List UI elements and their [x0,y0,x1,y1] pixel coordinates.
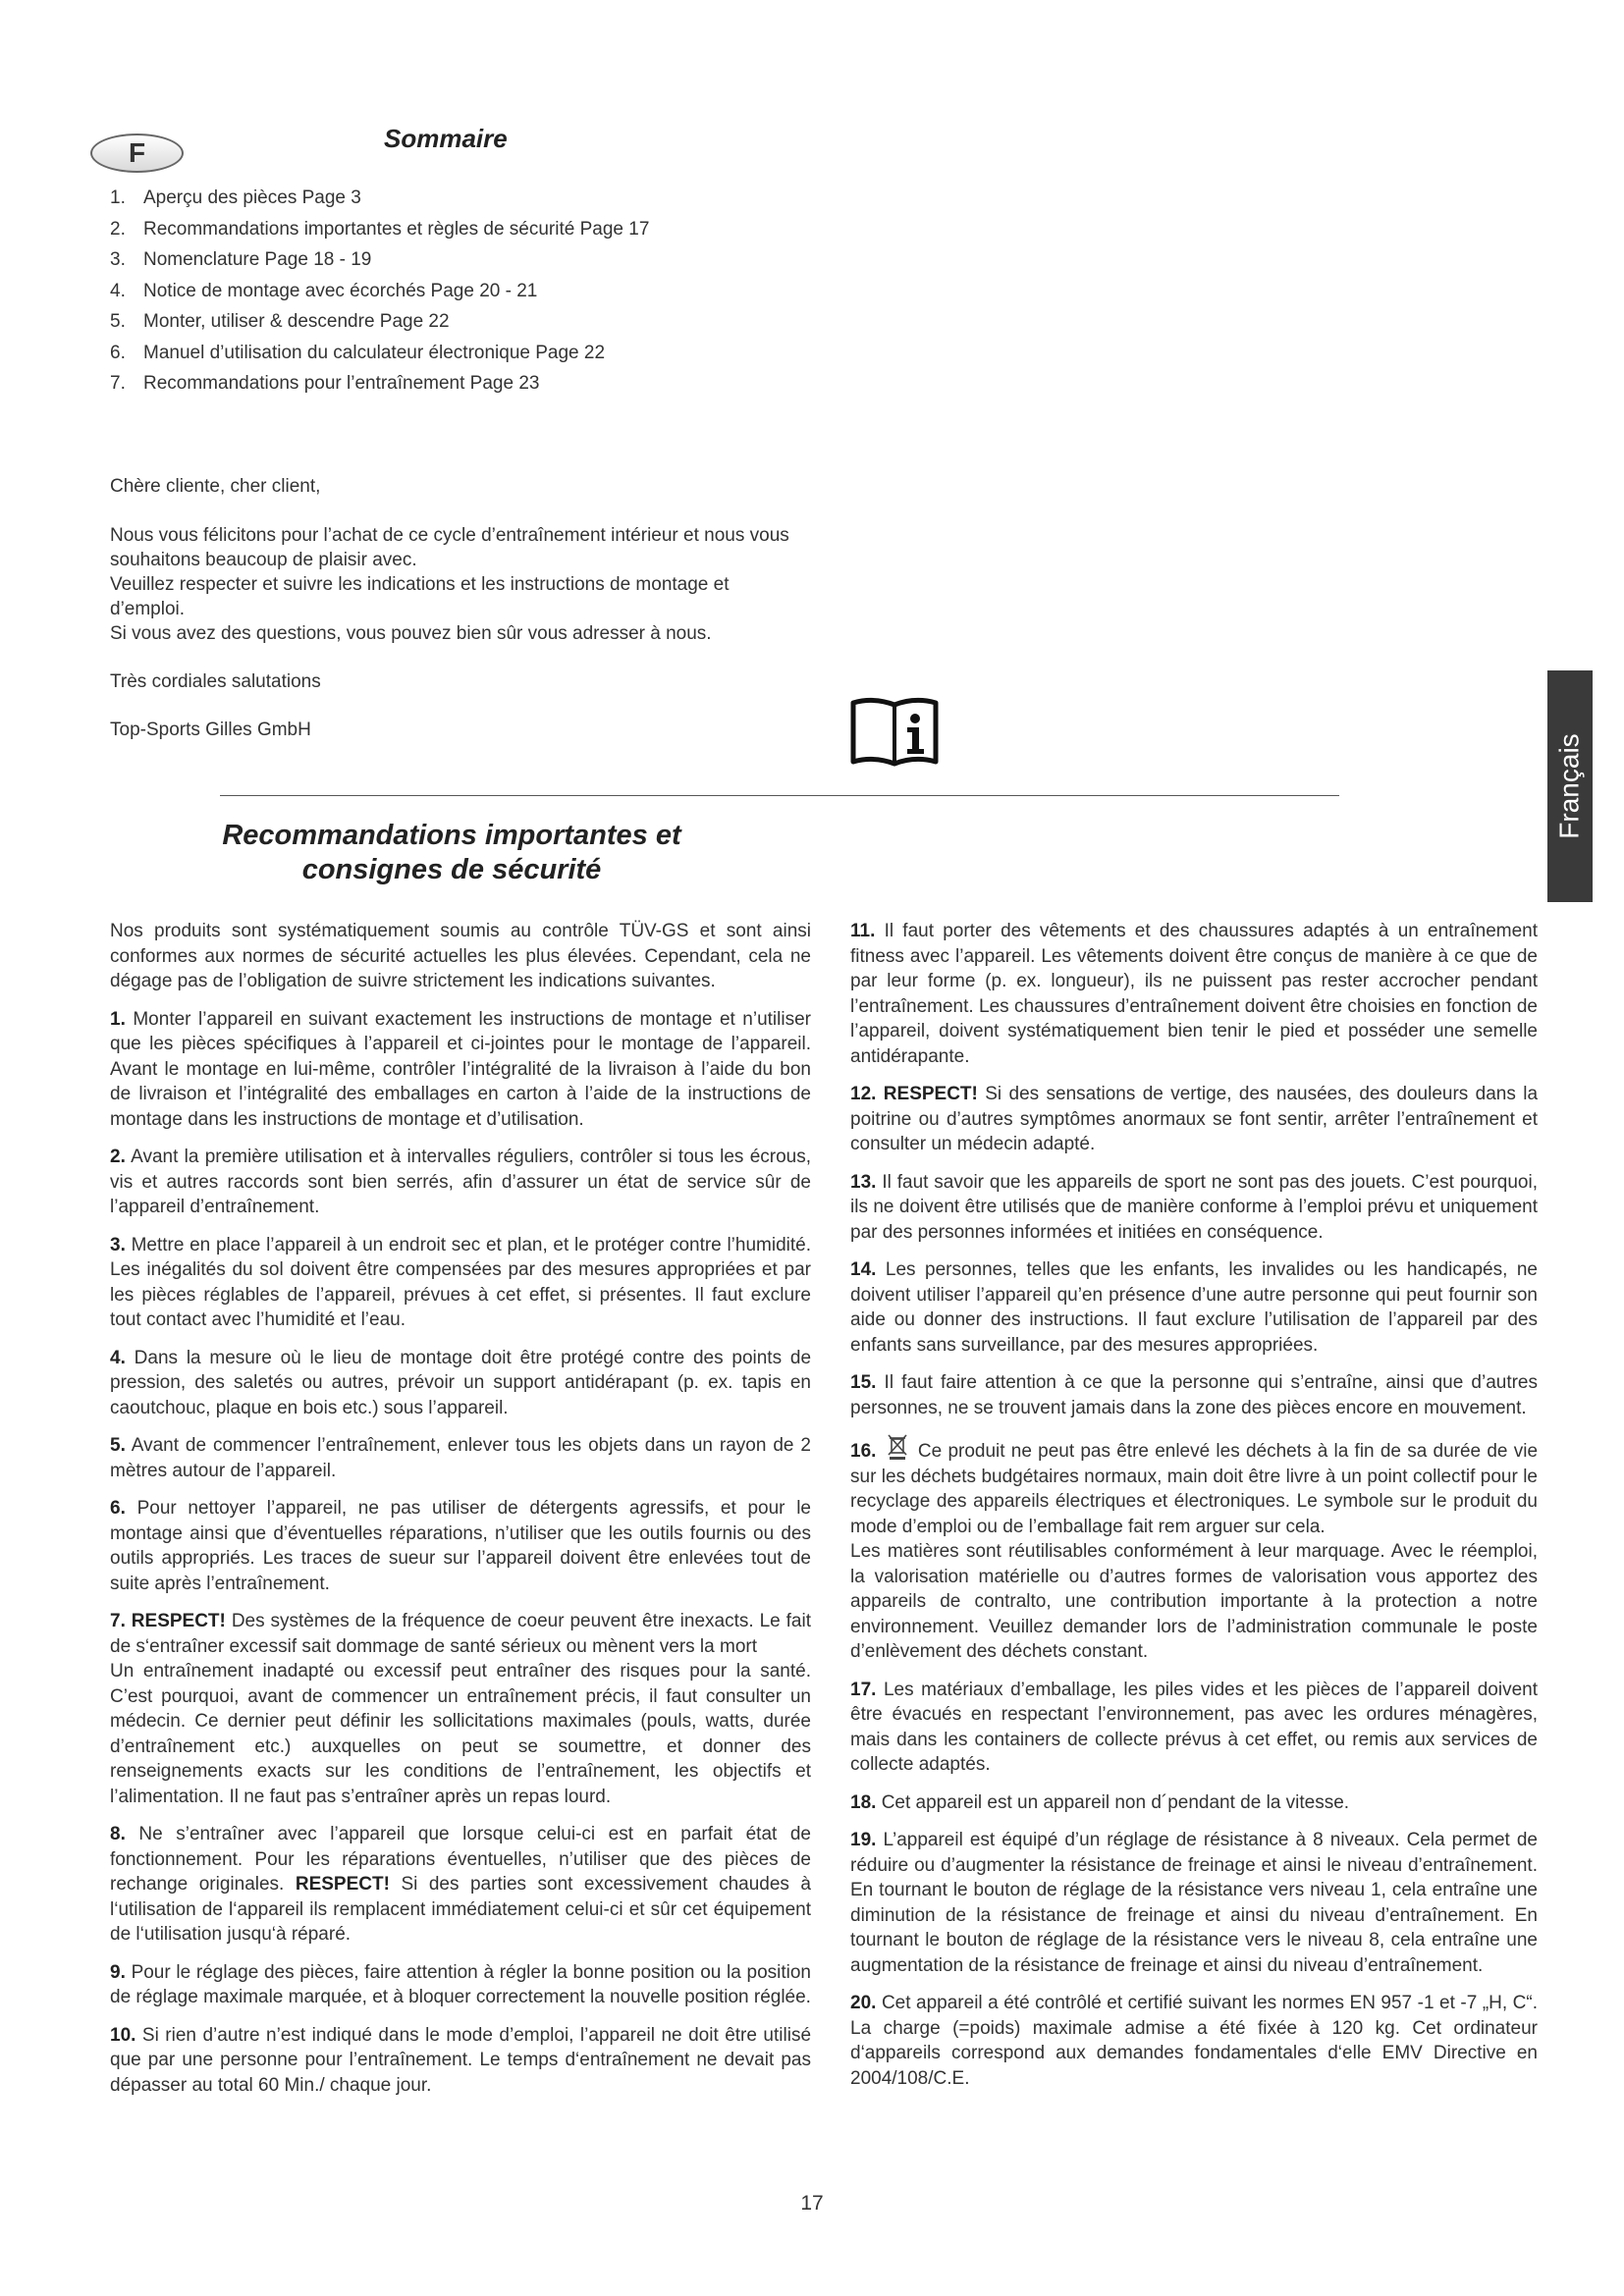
safety-item [110,1433,811,1483]
safety-item-text: Avant de commencer l’entraînement, enlever tous les objets dans un rayon de 2 mètres autour de l’appareil. [110,1435,811,1481]
toc-item [110,306,856,338]
toc-item-text: Nomenclature Page 18 - 19 [143,249,372,270]
safety-item-text: Les matériaux d’emballage, les piles vides et les pièces de l’appareil doivent être évacués en respectant l’environnement, pas avec les ordures ménagères, mais dans les containers de collecte prévus à cet effet, ou remis aux services de collecte adaptés. [850,1679,1538,1775]
letter-paragraph: Si vous avez des questions, vous pouvez bien sûr vous adresser à nous. [110,623,712,644]
safety-item-number: 14. [850,1259,877,1280]
toc-item [110,338,856,369]
safety-item-number: 7. [110,1611,126,1631]
safety-item-text: Ne s’entraîner avec l’appareil que lorsque celui-ci est en parfait état de fonctionnement. Pour les réparations éventuelles, n’utiliser que des pièces de rechange originales. [110,1824,811,1895]
safety-item [850,1433,1538,1665]
letter-closing: Très cordiales salutations [110,671,321,692]
safety-item-number: 8. [110,1824,126,1844]
safety-item-text: Cet appareil a été contrôlé et certifié suivant les normes EN 957 -1 et -7 „H, C“. La charge (=poids) maximale admise a été fixée à 120 kg. Cet ordinateur d‘appareils correspond aux demandes fondamentales d‘elle EMV Directive en 2004/108/C.E. [850,1993,1539,2089]
safety-column-right [850,919,1538,2104]
safety-item [110,2023,811,2099]
safety-item [850,1170,1538,1246]
safety-item-lead: RESPECT! [883,1084,978,1104]
crossed-out-bin-icon [887,1433,908,1461]
language-side-tab [1547,670,1593,902]
safety-item [850,919,1538,1069]
safety-item-text: Il faut porter des vêtements et des chaussures adaptés à un entraînement fitness avec l’appareil. Les vêtements doivent être conçus de manière à ce que de par leur forme (p. ex. longueur), ils ne puissent pas rester accrocher pendant l’entraînement. Les chaussures d’entraînement doivent être choisies en fonction de l’appareil, doivent systématiquement bien tenir le pied et posséder une semelle antidérapante. [850,921,1538,1067]
safety-item-text: Cet appareil est un appareil non d´pendant de la vitesse. [881,1791,1350,1813]
safety-item-number: 13. [850,1171,877,1193]
safety-item-text: Des systèmes de la fréquence de coeur peuvent être inexacts. Le fait de s‘entraîner excessif sait dommage de santé sérieux ou mènent vers la mort [110,1611,812,1657]
safety-item-lead: RESPECT! [131,1611,226,1631]
book-info-icon [850,695,939,770]
safety-item-text: Ce produit ne peut pas être enlevé les déchets à la fin de sa durée de vie sur les déchets budgétaires normaux, main doit être livre à un point collectif pour le recyclage des appareils électriques et électroniques. Le symbole sur le produit du mode d’emploi ou de l’emballage fait rem arguer sur cela. [850,1441,1539,1537]
safety-item [110,1233,811,1333]
toc-item-text: Monter, utiliser & descendre Page 22 [143,311,450,332]
toc-item-text: Aperçu des pièces Page 3 [143,187,361,208]
page-number: 17 [800,2192,824,2215]
safety-item-number: 11. [850,921,876,941]
safety-item [110,1145,811,1220]
safety-item [110,1496,811,1596]
letter-paragraph: Veuillez respecter et suivre les indications et les instructions de montage et d’emploi. [110,574,730,619]
safety-item [110,1822,811,1948]
toc-item [110,214,856,245]
safety-item-number: 12. [850,1084,877,1104]
toc-item-number: 7. [110,373,126,394]
toc-item-number: 6. [110,342,126,363]
safety-item-text: Monter l’appareil en suivant exactement les instructions de montage et n’utiliser que les pièces spécifiques à l’appareil et ci-jointes pour le montage de l’appareil. Avant le montage en lui-même, contrôler l’intégralité de la livraison à l’aide du bon de livraison et l’intégralité des emballages en carton à l’aide de la instructions de montage dans les instructions de montage et d’utilisation. [110,1008,811,1130]
safety-item [850,1082,1538,1157]
toc-item-text: Recommandations importantes et règles de sécurité Page 17 [143,218,650,240]
safety-item [850,1370,1538,1420]
toc-item-number: 1. [110,187,126,208]
safety-item-lead: RESPECT! [295,1874,390,1895]
safety-item [110,1346,811,1421]
safety-item [850,1257,1538,1358]
safety-item-number: 10. [110,2024,136,2046]
safety-item-text: Avant la première utilisation et à intervalles réguliers, contrôler si tous les écrous, vis et autres raccords sont bien serrés, afin d’assurer un état de service sûr de l’appareil d’entraînement. [110,1147,811,1217]
safety-item [850,1991,1538,2091]
safety-item [850,1678,1538,1778]
language-badge [90,133,184,173]
safety-item-text: Si des sensations de vertige, des nausées, des douleurs dans la poitrine ou d’autres symptômes anormaux se font sentir, arrêter l’entraînement et consulter un médecin adapté. [850,1084,1539,1154]
section-divider [220,795,1339,796]
safety-item-number: 3. [110,1234,126,1255]
safety-item-text: Dans la mesure où le lieu de montage doit être protégé contre des points de pression, des saletés ou autres, prévoir un support antidérapant (p. ex. tapis en caoutchouc, plaque en bois etc.) sous l’appareil. [110,1347,812,1418]
safety-item-number: 1. [110,1008,126,1030]
letter-greeting: Chère cliente, cher client, [110,476,321,497]
safety-item-text: Pour nettoyer l’appareil, ne pas utiliser de détergents agressifs, et pour le montage ainsi que d’éventuelles réparations, n’utiliser que les outils fournis ou des outils appropriés. Les traces de sueur sur l’appareil doivent être enlevées tout de suite après l’entraînement. [110,1498,811,1594]
safety-item-text: Mettre en place l’appareil à un endroit sec et plan, et le protéger contre l’humidité. Les inégalités du sol doivent être compensées par des mesures appropriées et par les pièces réglables de l’appareil, prévues à cet effet, si présentes. Il faut exclure tout contact avec l’humidité et l’eau. [110,1234,811,1330]
safety-item [110,1960,811,2010]
safety-item-text: Pour le réglage des pièces, faire attention à régler la bonne position ou la position de réglage maximale marquée, et à bloquer correctement la nouvelle position réglée. [110,1961,812,2007]
safety-item-number: 6. [110,1498,126,1519]
letter-signature: Top-Sports Gilles GmbH [110,720,311,740]
safety-item-number: 15. [850,1372,877,1393]
safety-item-text: Si rien d’autre n’est indiqué dans le mode d’emploi, l’appareil ne doit être utilisé que par une personne pour l’entraînement. Le temps d‘entraînement ne devait pas dépasser au total 60 Min./ chaque jour. [110,2024,812,2096]
safety-item-number: 16. [850,1441,877,1462]
safety-item-number: 5. [110,1435,126,1456]
safety-item-text: Il faut faire attention à ce que la personne qui s’entraîne, ainsi que d’autres personnes, ne se trouvent jamais dans la zone des pièces encore en mouvement. [850,1372,1538,1418]
safety-item-number: 17. [850,1679,877,1700]
safety-item-number: 9. [110,1961,126,1983]
safety-item [110,1609,811,1809]
toc-item [110,368,856,400]
safety-item-text: Il faut savoir que les appareils de sport ne sont pas des jouets. C’est pourquoi, ils ne doivent être utilisés que de manière conforme à l’emploi prévu et uniquement par des personnes informées et initiées en conséquence. [850,1171,1539,1243]
toc-item-text: Recommandations pour l’entraînement Page 23 [143,373,540,394]
toc-item [110,183,856,214]
welcome-letter [110,474,797,742]
safety-item [110,1007,811,1133]
language-badge-label: F [128,137,146,168]
safety-item-text: Les matières sont réutilisables conformément à leur marquage. Avec le réemploi, la valorisation matérielle ou d’autres formes de valorisation vous apportez des appareils de contralto, une contribution importante à la protection a notre environnement. Veuillez demander lors de l’administration communale le poste d’enlèvement des déchets constant. [850,1541,1538,1662]
safety-item-text: Un entraînement inadapté ou excessif peut entraîner des risques pour la santé. C’est pourquoi, avant de commencer un entraînement précis, il faut consulter un médecin. Ce dernier peut définir les sollicitations maximales (pouls, watts, durée d’entraînement etc.) auxquelles on peut se soumettre, et donner des renseignements exacts sur les conditions de l’entraînement, les objectifs et l’alimentation. Il ne faut pas s’entraîner après un repas lourd. [110,1661,811,1807]
safety-item [850,1790,1538,1816]
safety-title-line: consignes de sécurité [301,854,602,885]
safety-title-line: Recommandations importantes et [222,820,681,851]
safety-item-number: 19. [850,1830,877,1850]
toc-item-text: Notice de montage avec écorchés Page 20 - 21 [143,280,538,301]
safety-item-text: Si des parties sont excessivement chaudes à l‘utilisation de l‘appareil ils remplacent immédiatement celui-ci et sûr cet équipement de l‘utilisation jusqu‘à réparé. [110,1874,812,1945]
letter-paragraph: Nous vous félicitons pour l’achat de ce cycle d’entraînement intérieur et nous vous souhaitons beaucoup de plaisir avec. [110,525,789,570]
toc-item-number: 4. [110,280,126,301]
toc-item-number: 2. [110,218,126,240]
safety-item-number: 2. [110,1147,126,1167]
safety-item [850,1828,1538,1978]
safety-item-text: Les personnes, telles que les enfants, les invalides ou les handicapés, ne doivent utiliser l’appareil qu’en présence d’une autre personne qui peut fournir son aide ou donner des instructions. Il faut exclure l’utilisation de l’appareil par des enfants sans surveillance, par des mesures appropriées. [850,1259,1538,1356]
safety-section-title [147,819,756,887]
toc-item-number: 3. [110,249,126,270]
toc-item-number: 5. [110,311,126,332]
safety-column-left [110,919,811,2110]
toc-item-text: Manuel d’utilisation du calculateur électronique Page 22 [143,342,606,363]
table-of-contents [110,183,856,400]
safety-intro: Nos produits sont systématiquement soumis au contrôle TÜV-GS et sont ainsi conformes aux normes de sécurité actuelles les plus élevées. Cependant, cela ne dégage pas de l’obligation de suivre strictement les indications suivantes. [110,921,811,991]
safety-item-number: 4. [110,1347,126,1368]
safety-item-number: 18. [850,1791,877,1813]
toc-item [110,244,856,276]
language-side-tab-label: Français [1554,733,1585,839]
safety-item-number: 20. [850,1993,877,2013]
safety-item-text: L’appareil est équipé d’un réglage de résistance à 8 niveaux. Cela permet de réduire ou d’augmenter la résistance de freinage et ainsi le niveau d’entraînement. En tournant le bouton de réglage de la résistance vers niveau 1, cela entraîne une diminution de la résistance de freinage et ainsi du niveau d’entraînement. En tournant le bouton de réglage de la résistance vers le niveau 8, cela entraîne une augmentation de la résistance de freinage et ainsi du niveau d’entraînement. [850,1830,1538,1976]
toc-item [110,276,856,307]
sommaire-title: Sommaire [384,124,508,153]
